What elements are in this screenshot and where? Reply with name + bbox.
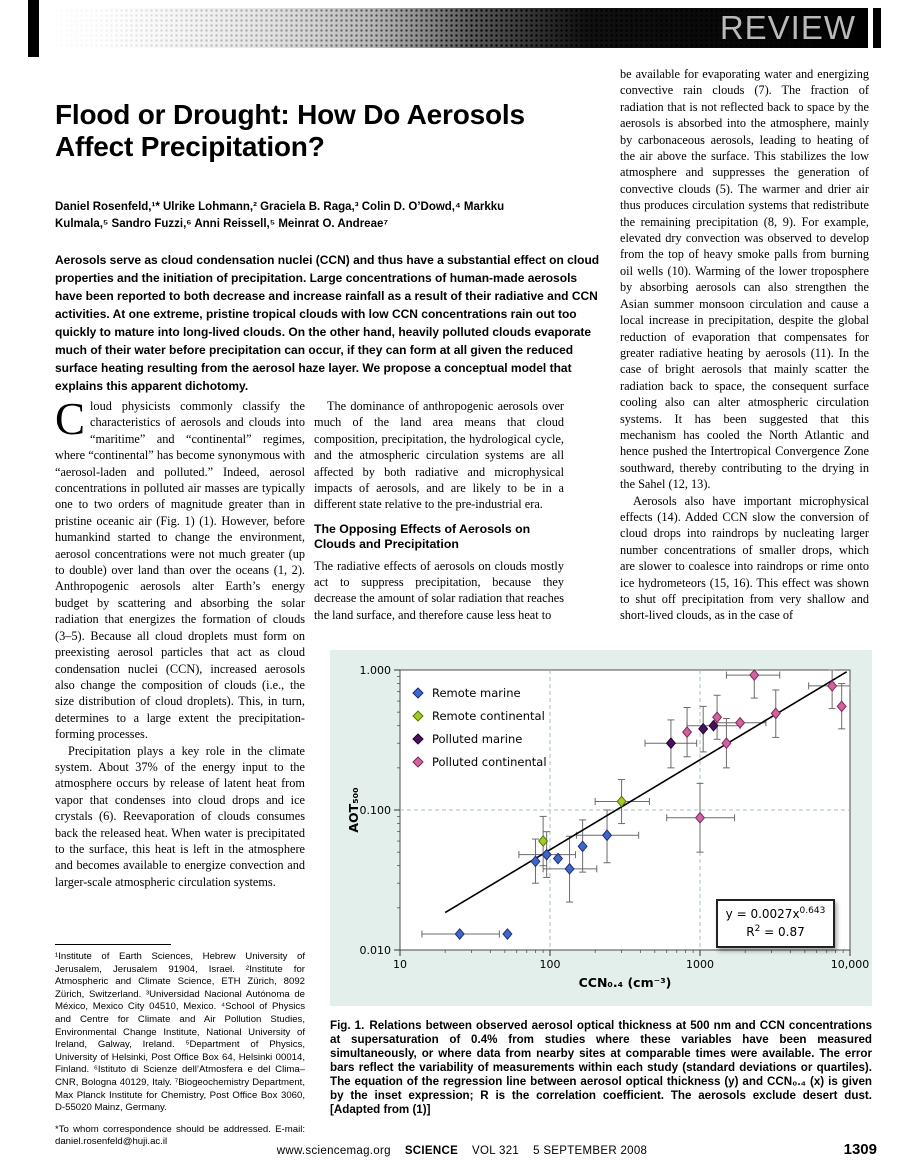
r-label: R [746, 925, 755, 940]
diamond-marker-icon [412, 733, 423, 744]
footnote-rule [55, 944, 171, 945]
equation-exponent: 0.643 [799, 906, 826, 916]
diamond-marker-icon [412, 687, 423, 698]
svg-text:100: 100 [539, 958, 561, 971]
figure-1 [330, 650, 872, 1006]
body-paragraph: Precipitation plays a key role in the climate system. About 37% of the energy input to the atmosphere occurs by release of latent heat from vapor that condenses into cloud drops and ice crystals (6). Reevaporation of clouds consumes back the released heat. When water is precipitated to the surface, this heat is left in the atmosphere and becomes available to energize convection and larger-scale atmospheric circulation systems. [55, 743, 305, 889]
svg-text:1000: 1000 [686, 958, 714, 971]
volume: VOL 321 [472, 1145, 520, 1157]
legend-item [414, 750, 547, 773]
scatter-plot [330, 650, 872, 1006]
journal-name: SCIENCE [404, 1145, 459, 1157]
diamond-marker-icon [412, 710, 423, 721]
footer-center [0, 1145, 924, 1157]
legend-label: Remote continental [432, 708, 545, 723]
r-sup: 2 [754, 924, 761, 935]
body-paragraph: The dominance of anthropogenic aerosols over much of the land area means that cloud composition, precipitation, the hydrological cycle, and the atmospheric circulation systems are all affected by both radiative and microphysical impacts of aerosols, and are likely to be in a different state relative to the pre-industrial era. [314, 399, 564, 512]
body-paragraph: The radiative effects of aerosols on clouds mostly act to suppress precipitation, because they decrease the amount of solar radiation that reaches the land surface, and therefore cause less heat to [314, 558, 564, 622]
regression-equation [720, 905, 831, 923]
regression-equation-inset [716, 899, 835, 948]
svg-text:0.100: 0.100 [359, 804, 391, 817]
correspondence-note: *To whom correspondence should be addressed. E-mail: daniel.rosenfeld@huji.ac.il [55, 1123, 305, 1148]
paragraph-text: loud physicists commonly classify the characteristics of aerosols and clouds into “maritime” and “continental” regimes, where “continental” has become synonymous with “aerosol-laden and polluted.” Indeed, aerosol concentrations in polluted air masses are typically one to two orders of magnitude greater than in pristine oceanic air (Fig. 1) (1). However, before humankind started to change the environment, aerosol concentrations were not much greater (up to double) over land than over the oceans (1, 2). Anthropogenic aerosols alter Earth’s energy budget by scattering and absorbing the solar radiation that energizes the formation of clouds (3–5). Because all cloud droplets must form on preexisting aerosol particles that act as cloud condensation nuclei (CCN), increased aerosols also change the composition of clouds (i.e., the size distribution of cloud droplets). This, in turn, determines to a large extent the precipitation-forming processes. [55, 399, 305, 742]
review-label: REVIEW [719, 9, 856, 46]
affiliations: ¹Institute of Earth Sciences, Hebrew University of Jerusalem, Jerusalem 91904, Israel. ²Institute for Atmospheric and Climate Science, ETH Zürich, 8092 Zürich, Switzerland. ³Universidad Nacional Autónoma de México, Mexico City 04510, Mexico. ⁴School of Physics and Centre for Climate and Air Pollution Studies, Environmental Change Institute, National University of Ireland, Galway, Ireland. ⁵Department of Physics, University of Helsinki, Post Office Box 64, Helsinki 00014, Finland. ⁶Istituto di Scienze dell’Atmosfera e del Clima–CNR, Bologna 40129, Italy. ⁷Biogeochemistry Department, Max Planck Institute for Chemistry, Post Office Box 3060, D-55020 Mainz, Germany. [55, 951, 305, 1114]
legend-item [414, 681, 547, 704]
figure-caption [330, 1019, 872, 1117]
footnotes [55, 951, 305, 1158]
caption-label: Fig. 1. [330, 1019, 365, 1032]
column-right [620, 66, 869, 650]
column-middle [314, 398, 564, 650]
drop-cap: C [55, 398, 86, 444]
body-paragraph: be available for evaporating water and energizing convective rain clouds (7). The fraction of radiation that is not reflected back to space by the aerosols is absorbed into the atmosphere, mainly by carbonaceous aerosols, leading to heating of the air above the surface. This stabilizes the low atmosphere and suppresses the generation of convective clouds (5). The warmer and drier air thus produces circulation systems that redistribute the remaining precipitation (8, 9). For example, elevated dry convection was observed to develop from the top of heavy smoke palls from burning oil wells (10). Warming of the lower troposphere by absorbing aerosols can also strengthen the Asian summer monsoon circulation and cause a local increase in precipitation, despite the global reduction of evaporation that compensates for greater radiative heating by aerosols (11). In the case of bright aerosols that mainly scatter the radiation back to space, the consequent surface cooling also can alter atmospheric circulation systems. It has been suggested that this mechanism has cooled the North Atlantic and hence pushed the Intertropical Convergence Zone southward, thereby contributing to the drying in the Sahel (12, 13). [620, 67, 869, 492]
legend-item [414, 727, 547, 750]
column-left [55, 398, 305, 944]
article-title: Flood or Drought: How Do Aerosols Affect Precipitation? [55, 99, 525, 163]
svg-text:1.000: 1.000 [359, 664, 391, 677]
journal-url: www.sciencemag.org [276, 1145, 391, 1157]
review-banner [39, 8, 868, 48]
svg-text:10,000: 10,000 [830, 958, 870, 971]
diamond-marker-icon [412, 756, 423, 767]
svg-text:0.010: 0.010 [359, 944, 391, 957]
body-paragraph: Aerosols also have important microphysical effects (14). Added CCN slow the conversion of cloud drops into raindrops by nucleating larger number concentrations of smaller drops, which are slower to coalesce into raindrops or rime onto ice hydrometeors (15, 16). This effect was shown to shut off precipitation from very shallow and short-lived clouds, as in the case of [620, 493, 869, 623]
caption-text: Relations between observed aerosol optical thickness at 500 nm and CCN concentrations at supersaturation of 0.4% from studies where these variables have been measured simultaneously, or where data from nearby sites at comparable times were available. The error bars reflect the variability of measurements within each study (standard deviations or quartiles). The equation of the regression line between aerosol optical thickness (y) and CCN₀.₄ (x) is given by the inset expression; R is the correlation coefficient. The aerosols exclude desert dust. [Adapted from (1)] [330, 1019, 873, 1116]
r-value: = 0.87 [760, 925, 805, 940]
page-footer [0, 1143, 924, 1167]
issue-date: 5 SEPTEMBER 2008 [533, 1145, 648, 1157]
legend-label: Remote marine [432, 685, 521, 700]
abstract: Aerosols serve as cloud condensation nuclei (CCN) and thus have a substantial effect on cloud properties and the initiation of precipitation. Large concentrations of human-made aerosols have been reported to both decrease and increase rainfall as a result of their radiative and CCN activities. At one extreme, pristine tropical clouds with low CCN concentrations rain out too quickly to mature into long-lived clouds. On the other hand, heavily polluted clouds evaporate much of their water before precipitation can occur, if they can form at all given the reduced surface heating resulting from the aerosol haze layer. We propose a conceptual model that explains this apparent dichotomy. [55, 253, 600, 393]
legend-label: Polluted marine [432, 731, 523, 746]
legend-label: Polluted continental [432, 754, 547, 769]
body-paragraph [55, 398, 305, 743]
author-list: Daniel Rosenfeld,¹* Ulrike Lohmann,² Graciela B. Raga,³ Colin D. O’Dowd,⁴ Markku Kulmala,⁵ Sandro Fuzzi,⁶ Anni Reissell,⁵ Meinrat O. Andreae⁷ [55, 201, 505, 231]
r-squared-value [720, 923, 831, 941]
banner-endbar [873, 8, 881, 48]
chart-legend [414, 681, 547, 773]
svg-text:CCN₀.₄ (cm⁻³): CCN₀.₄ (cm⁻³) [578, 975, 672, 990]
section-heading: The Opposing Effects of Aerosols on Clouds and Precipitation [314, 521, 531, 552]
equation-base: y = 0.0027x [725, 907, 800, 921]
legend-item [414, 704, 547, 727]
corner-tab [28, 0, 39, 57]
svg-text:AOT₅₀₀: AOT₅₀₀ [346, 787, 361, 833]
page-number: 1309 [843, 1141, 877, 1158]
svg-text:10: 10 [393, 958, 407, 971]
